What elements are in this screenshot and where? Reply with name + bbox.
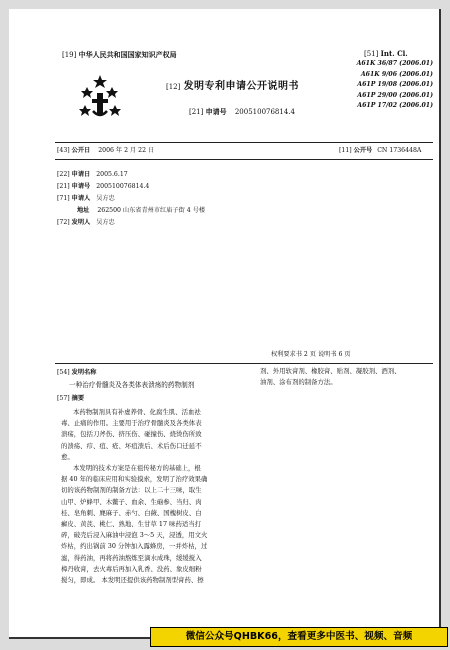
address-label: 地址	[77, 207, 90, 214]
doc-type-title: 发明专利申请公开说明书	[183, 81, 300, 92]
abstract-line: 愈。	[61, 452, 74, 461]
application-no-label: 申请号	[71, 183, 91, 190]
application-no-value: 200510076814.4	[96, 183, 150, 190]
abstract-line: 桂、皂角刺、麂麻子、赤勺、白薇、国槐树皮、白	[61, 508, 202, 517]
office-name: 中华人民共和国国家知识产权局	[78, 50, 177, 59]
address-value: 262500 山东省青州市红庙子街 4 号楼	[97, 207, 206, 214]
filing-date-label: 申请日	[71, 171, 91, 178]
abstract-line: 本药物制剂具有补虚养骨、化腐生肌、活血祛	[73, 408, 201, 416]
abstract-line: 切的该药物制剂的制备方法：以上二十三味，取生	[61, 486, 202, 495]
abstract-line: 碎，破壳后浸入麻油中浸泡 3～5 天，浸透，用文火	[61, 531, 208, 540]
office-line	[62, 50, 177, 60]
abstract-line: 本发明的技术方案是在祖传秘方的基础上，根	[73, 464, 201, 473]
title-label: 发明名称	[71, 369, 97, 376]
application-no-row	[57, 183, 149, 191]
wechat-watermark-banner: 微信公众号QHBK66，查看更多中医书、视频、音频	[150, 627, 448, 647]
page-info-rule	[55, 363, 433, 364]
int-cl-item: A61P 29/00 (2006.01)	[357, 91, 433, 99]
app-no-code: [21]	[189, 108, 204, 116]
abstract-code: [57]	[57, 395, 70, 402]
pub-date-label: 公开日	[71, 147, 91, 154]
abstract-line: 炸枯，约出锅前 30 分钟加入露蜂房，一并炸枯，过	[61, 542, 208, 551]
pub-date-line	[57, 147, 154, 155]
pub-no-value: CN 1736448A	[377, 147, 422, 154]
patent-page	[9, 9, 441, 639]
app-no-label: 申请号	[205, 107, 227, 116]
filing-date-value: 2005.6.17	[96, 171, 128, 178]
title-code: [54]	[57, 369, 70, 376]
sipo-emblem-icon	[79, 71, 121, 121]
app-no-value: 200510076814.4	[234, 108, 295, 116]
abstract-line: 溃疡，包括刀斧伤、挤压伤、碰撞伤、烧烫伤所致	[61, 430, 202, 439]
int-cl-list	[327, 59, 433, 112]
applicant-label: 申请人	[71, 195, 91, 202]
office-code: [19]	[62, 51, 77, 59]
pub-no-label: 公开号	[353, 147, 373, 154]
filing-date-row	[57, 171, 128, 179]
abstract-line: 毒、止痛的作用。主要用于治疗骨髓炎及各类体表	[61, 419, 202, 428]
int-cl-item: A61K 36/87 (2006.01)	[356, 60, 433, 67]
abstract-line: 癣皮、黄芪、桃仁、熟地、生甘草 17 味药适当打	[61, 520, 202, 529]
abstract-line: 山甲、炉蜂甲、木鳖子、血余、生硇参、当归、肉	[61, 497, 202, 506]
inventor-row	[57, 219, 115, 227]
int-cl-item: A61P 19/08 (2006.01)	[357, 81, 433, 88]
pub-date-code: [43]	[57, 147, 70, 154]
page-count-info: 权利要求书 2 页 说明书 6 页	[271, 351, 351, 358]
doc-type-line	[166, 80, 299, 94]
header-rule	[55, 142, 433, 143]
int-cl-label: Int. Cl.	[380, 49, 408, 58]
invention-title: 一种治疗骨髓炎及各类体表溃疡的药物制剂	[69, 381, 195, 389]
applicant-row	[57, 195, 115, 203]
abstract-label: 摘要	[71, 395, 85, 402]
pub-date-value: 2006 年 2 月 22 日	[98, 147, 155, 154]
applicant-value: 吴方忠	[96, 195, 115, 202]
abstract-line: 搅匀，即成。 本发明还提供该药物制剂型膏药、擦	[61, 576, 204, 585]
pub-no-code: [11]	[339, 147, 352, 154]
address-row	[77, 207, 205, 215]
inventor-label: 发明人	[71, 219, 91, 226]
pub-no-line	[339, 147, 421, 155]
abstract-line: 樟丹收膏，去火毒后再加入乳香、没药、象皮细粉	[61, 564, 202, 573]
application-no-code: [21]	[57, 183, 70, 190]
abstract-body	[61, 407, 253, 586]
pub-rule	[55, 159, 433, 160]
int-cl-heading	[364, 49, 408, 59]
title-heading	[57, 369, 96, 377]
int-cl-code: [51]	[364, 50, 379, 58]
app-no-line	[189, 107, 295, 117]
abstract-line: 油剂、涂布剂的制备方法。	[260, 378, 337, 387]
inventor-code: [72]	[57, 219, 70, 226]
abstract-line: 滤，得药油，再将药油熬炼至滴水成珠，缓缓搅入	[61, 553, 202, 562]
applicant-code: [71]	[57, 195, 70, 202]
abstract-continuation	[260, 366, 434, 388]
int-cl-item: A61K 9/06 (2006.01)	[360, 70, 433, 78]
abstract-line: 据 40 年的临床应用和实验摸索，发明了治疗效果确	[61, 475, 208, 484]
doc-type-code: [12]	[166, 83, 181, 91]
int-cl-item: A61P 17/02 (2006.01)	[357, 102, 433, 109]
abstract-line: 剂、外用软膏剂、橡胶膏、贴剂、凝胶剂、酒剂、	[260, 367, 401, 375]
abstract-heading	[57, 395, 84, 403]
filing-date-code: [22]	[57, 171, 70, 178]
inventor-value: 吴方忠	[96, 219, 115, 226]
abstract-line: 的溃疡、疖、疽、疮、坏疽溃后、术后伤口迁延不	[61, 441, 202, 450]
